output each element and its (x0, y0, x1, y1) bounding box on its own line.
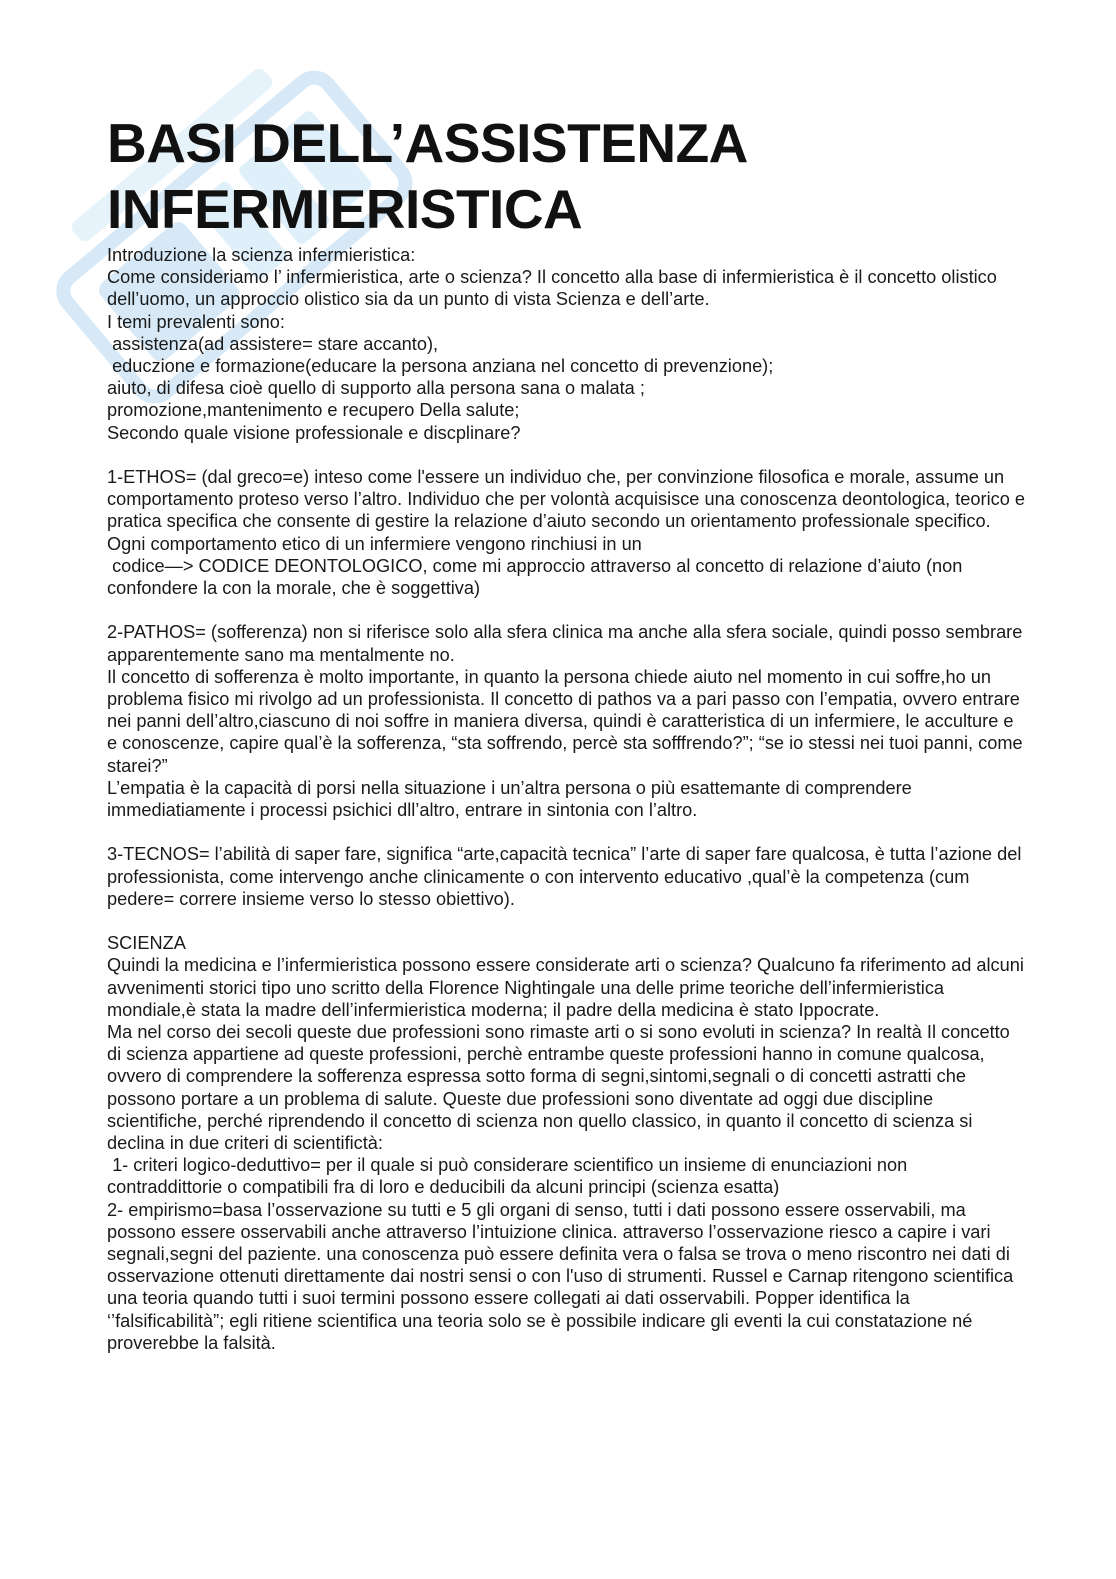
paragraph: Il concetto di sofferenza è molto importante, in quanto la persona chiede aiuto nel momento in cui soffre,ho un problema fisico mi rivolgo ad un professionista. Il concetto di pathos va a pari passo con l’empatia, ovvero entrare nei panni dell’altro,ciascuno di noi soffre in maniera diversa, quindi è caratteristica di un infermiere, le acculture e e conoscenze, capire qual’è la sofferenza, “sta soffrendo, percè sta sofffrendo?”; “se io stessi nei tuoi panni, come starei?” (107, 666, 1028, 776)
blank-line (107, 599, 1027, 621)
document-title (107, 110, 1027, 242)
list-item: educzione e formazione(educare la persona anziana nel concetto di prevenzione); (107, 356, 774, 377)
document-content (107, 110, 1031, 1354)
paragraph: Introduzione la scienza infermieristica: (107, 245, 416, 265)
section-heading-scienza: SCIENZA (107, 933, 186, 954)
paragraph-ethos: 1-ETHOS= (dal greco=e) inteso come l'essere un individuo che, per convinzione filosofica e morale, assume un comportamento proteso verso l’altro. Individuo che per volontà acquisisce una conoscenza deontologica, teorico e pratica specifica che consente di gestire la relazione d’aiuto secondo un orientamento professionale specifico. Ogni comportamento etico di un infermiere vengono rinchiusi in un (107, 467, 1031, 554)
paragraph: Quindi la medicina e l’infermieristica possono essere considerate arti o scienza? Qualcuno fa riferimento ad alcuni avvenimenti storici tipo uno scritto della Florence Nightingale una delle prime teoriche dell’infermieristica mondiale,è stata la madre dell’infermieristica moderna; il padre della medicina è stato Ippocrate. (107, 955, 1029, 1020)
paragraph-pathos: 2-PATHOS= (sofferenza) non si riferisce solo alla sfera clinica ma anche alla sfera sociale, quindi posso sembrare apparentemente sano ma mentalmente no. (107, 622, 1028, 665)
blank-line (107, 910, 1027, 932)
paragraph: L’empatia è la capacità di porsi nella situazione i un’altra persona o più esattemante di comprendere immediatiamente i processi psichici dll’altro, entrare in sintonia con l’altro. (107, 777, 917, 821)
paragraph-tecnos: 3-TECNOS= l’abilità di saper fare, significa “arte,capacità tecnica” l’arte di saper fare qualcosa, è tutta l’azione del professionista, come intervengo anche clinicamente o con intervento educativo ,qual’è la competenza (cum pedere= correre insieme verso lo stesso obiettivo). (107, 844, 1027, 909)
list-item: 1- criteri logico-deduttivo= per il quale si può considerare scientifico un insieme di enunciazioni non contraddittorie o compatibili fra di loro e deducibili da alcuni principi (scienza esatta) (107, 1155, 913, 1198)
document-body (107, 244, 1031, 1354)
blank-line (107, 444, 1027, 466)
paragraph: I temi prevalenti sono: (107, 311, 285, 332)
blank-line (107, 821, 1027, 843)
list-item: 2- empirismo=basa l’osservazione su tutti e 5 gli organi di senso, tutti i dati possono essere osservabili, ma possono essere osservabili anche attraverso l’intuizione clinica. attraverso l’osservazione riesco a capire i vari segnali,segni del paziente. una conoscenza può essere definita vera o falsa se trova o meno riscontro nei dati di osservazione ottenuti direttamente dai nostri sensi o con l'uso di strumenti. Russel e Carnap ritengono scientifica una teoria quando tutti i suoi termini possono essere collegati ai dati osservabili. Popper identifica la ‘’falsificabilità”; egli ritiene scientifica una teoria solo se è possibile indicare gli eventi la cui constatazione né proverebbe la falsità. (107, 1199, 1019, 1353)
list-item: aiuto, di difesa cioè quello di supporto alla persona sana o malata ; (107, 378, 645, 399)
paragraph: codice—> CODICE DEONTOLOGICO, come mi approccio attraverso al concetto di relazione d’aiuto (non confondere la con la morale, che è soggettiva) (107, 555, 968, 599)
paragraph: Ma nel corso dei secoli queste due professioni sono rimaste arti o si sono evoluti in scienza? In realtà Il concetto di scienza appartiene ad queste professioni, perchè entrambe queste professioni hanno in comune qualcosa, ovvero di comprendere la sofferenza espressa sotto forma di segni,sintomi,segnali o di concetti astratti che possono portare a un problema di salute. Queste due professioni sono diventate ad oggi due discipline scientifiche, perché riprendendo il concetto di scienza non quello classico, in quanto il concetto di scienza si declina in due criteri di scientifictà: (107, 1022, 1015, 1154)
paragraph: Come consideriamo l’ infermieristica, arte o scienza? Il concetto alla base di infermieristica è il concetto olistico dell’uomo, un approccio olistico sia da un punto di vista Scienza e dell’arte. (107, 267, 1002, 310)
title-line: INFERMIERISTICA (107, 178, 583, 240)
list-item: assistenza(ad assistere= stare accanto), (107, 333, 439, 354)
paragraph: Secondo quale visione professionale e discplinare? (107, 422, 521, 443)
list-item: promozione,mantenimento e recupero Della salute; (107, 400, 520, 421)
title-line: BASI DELL’ASSISTENZA (107, 112, 748, 174)
